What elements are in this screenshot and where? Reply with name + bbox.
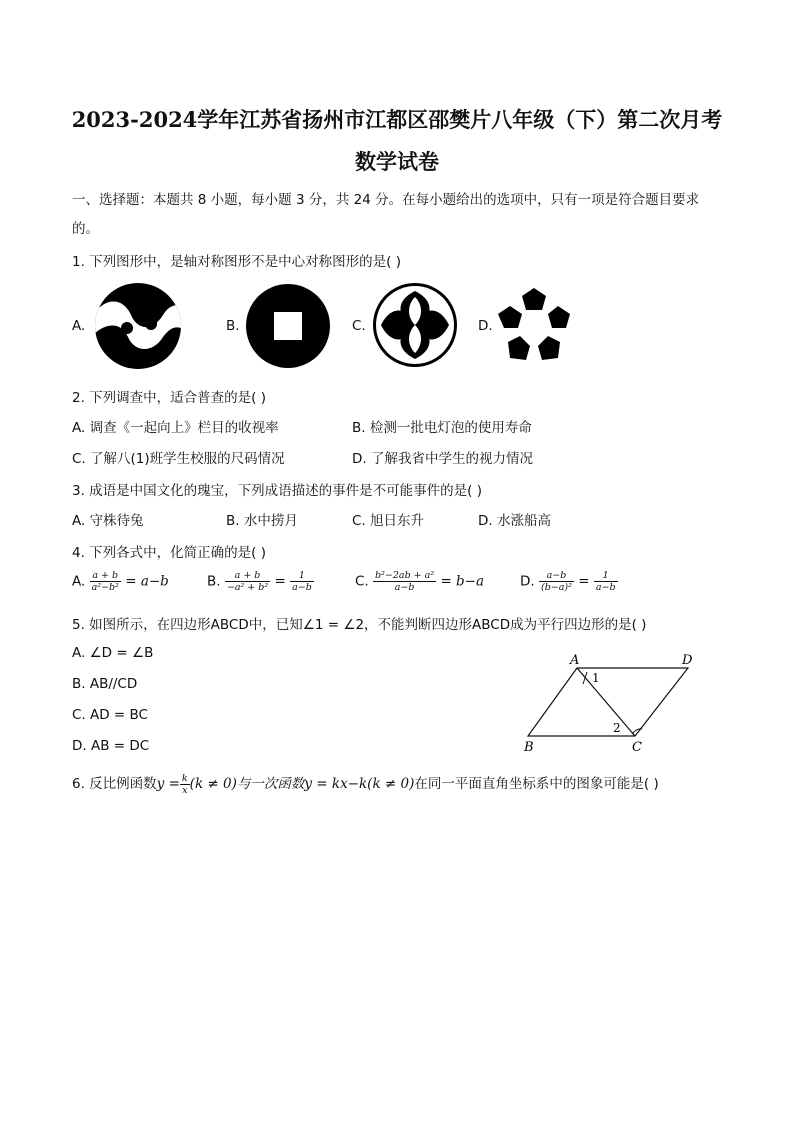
q2-option-a: A. 调查《一起向上》栏目的收视率 <box>72 420 279 436</box>
q4-b-rhs-numerator: 1 <box>290 570 314 582</box>
vertex-label-c: C <box>632 740 642 755</box>
diagonal-ac <box>577 668 635 736</box>
q4-d-rhs-fraction <box>594 570 618 593</box>
q4-stem: 4. 下列各式中，化简正确的是( ) <box>72 545 266 561</box>
parallelogram-abcd <box>528 668 688 736</box>
q6-condition-1: (k ≠ 0)与一次函数 <box>189 776 305 792</box>
q1-figure-d <box>496 286 572 364</box>
q1-figure-b <box>245 283 331 369</box>
paper-title-line2: 数学试卷 <box>355 149 439 174</box>
q2-option-d: D. 了解我省中学生的视力情况 <box>352 451 533 467</box>
q4-b-numerator: a + b <box>225 570 270 582</box>
q3-option-c: C. 旭日东升 <box>352 513 425 529</box>
q1-stem: 1. 下列图形中，是轴对称图形不是中心对称图形的是( ) <box>72 254 401 270</box>
q3-option-d: D. 水涨船高 <box>478 513 551 529</box>
q4-option-b <box>207 570 314 593</box>
q4-label-b: B. <box>207 573 221 590</box>
q4-a-denominator: a²−b² <box>91 582 119 593</box>
q4-b-equals: = <box>274 573 286 590</box>
q6-k-over-x <box>180 773 190 796</box>
vertex-label-d: D <box>682 653 693 668</box>
q5-option-a: A. ∠D = ∠B <box>72 645 154 661</box>
q5-option-b: B. AB//CD <box>72 676 138 692</box>
q4-b-rhs-fraction <box>290 570 314 593</box>
q4-d-rhs-denominator: a−b <box>595 582 616 593</box>
q4-label-a: A. <box>72 573 86 590</box>
q1-figure-c <box>371 281 459 369</box>
q4-b-fraction <box>225 570 270 593</box>
q4-a-rhs: = a−b <box>125 573 169 590</box>
vertex-label-a: A <box>570 653 580 668</box>
q4-d-denominator: (b−a)² <box>540 582 572 593</box>
q4-d-equals: = <box>578 573 590 590</box>
q4-d-fraction <box>539 570 574 593</box>
section1-instructions-line2: 的。 <box>72 221 99 237</box>
q3-option-b: B. 水中捞月 <box>226 513 298 529</box>
vertex-label-b: B <box>524 740 534 755</box>
q4-d-rhs-numerator: 1 <box>594 570 618 582</box>
q6-x-denominator: x <box>182 784 188 796</box>
q1-label-b: B. <box>226 318 240 334</box>
q1-label-d: D. <box>478 318 493 334</box>
q6-linear-function: y = kx−k(k ≠ 0) <box>304 776 415 792</box>
q1-label-a: A. <box>72 318 86 334</box>
q4-c-fraction <box>373 570 436 593</box>
q5-option-c: C. AD = BC <box>72 707 148 723</box>
q4-a-fraction <box>90 570 121 593</box>
paper-title-line1: 2023-2024学年江苏省扬州市江都区邵樊片八年级（下）第二次月考 <box>71 107 723 132</box>
q6-k-numerator: k <box>181 772 188 784</box>
q6-stem-post: 在同一平面直角坐标系中的图象可能是( ) <box>414 776 659 792</box>
q4-a-numerator: a + b <box>90 570 121 582</box>
q1-label-c: C. <box>352 318 366 334</box>
q4-c-rhs: = b−a <box>440 573 485 590</box>
q3-stem: 3. 成语是中国文化的瑰宝，下列成语描述的事件是不可能事件的是( ) <box>72 483 482 499</box>
q4-c-numerator: b²−2ab + a² <box>375 570 435 581</box>
q4-d-numerator: a−b <box>539 570 574 582</box>
q4-label-d: D. <box>520 573 535 590</box>
q5-parallelogram-figure <box>520 650 705 755</box>
q4-option-c <box>355 570 484 593</box>
q6-inverse-function-y: y = <box>156 776 180 792</box>
angle-label-1: 1 <box>592 671 600 685</box>
q3-option-a: A. 守株待兔 <box>72 513 144 529</box>
q6-stem <box>72 772 659 796</box>
q4-b-denominator: −a² + b² <box>226 582 269 593</box>
q5-stem: 5. 如图所示，在四边形ABCD中，已知∠1 = ∠2，不能判断四边形ABCD成为平行四边形的是( ) <box>72 617 647 633</box>
q2-option-b: B. 检测一批电灯泡的使用寿命 <box>352 420 532 436</box>
angle-label-2: 2 <box>613 721 621 735</box>
q2-stem: 2. 下列调查中，适合普查的是( ) <box>72 390 266 406</box>
q4-option-a <box>72 570 169 593</box>
q2-option-c: C. 了解八(1)班学生校服的尺码情况 <box>72 451 285 467</box>
q4-option-d <box>520 570 618 593</box>
q1-figure-a <box>93 281 183 371</box>
section1-instructions-line1: 一、选择题：本题共 8 小题，每小题 3 分，共 24 分。在每小题给出的选项中，只有一项是符合题目要求 <box>72 192 700 208</box>
q5-option-d: D. AB = DC <box>72 738 150 754</box>
q4-label-c: C. <box>355 573 369 590</box>
q6-stem-pre: 6. 反比例函数 <box>72 776 157 792</box>
q4-b-rhs-denominator: a−b <box>292 582 312 593</box>
q4-c-denominator: a−b <box>394 582 415 593</box>
